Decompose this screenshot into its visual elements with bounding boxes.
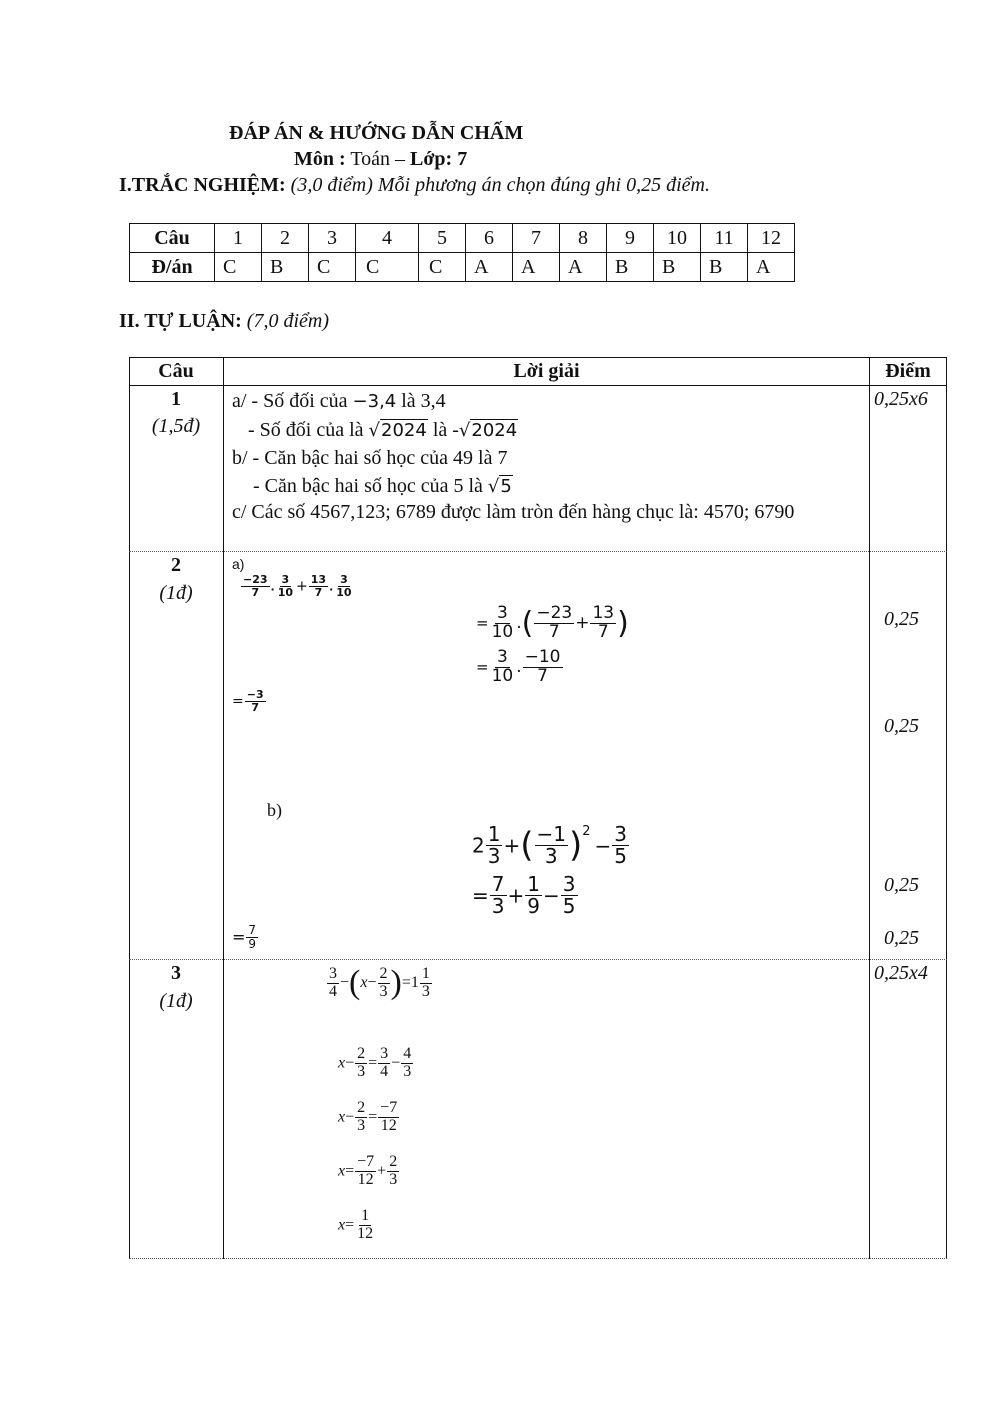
q-cell: 12 [748,224,795,253]
q3-points: (1đ) [159,990,193,1012]
col-header-cau: Câu [158,360,194,382]
q2-score-4: 0,25 [884,927,919,949]
q3-eq2: x− $\frac{2}{3}$ = $\frac{-7}{12}$ [338,1099,398,1134]
table-col-divider [223,357,224,1259]
a-cell: C [309,253,356,282]
q1-line-a1 [232,390,446,413]
q2-score-3: 0,25 [884,874,919,896]
row-divider [129,551,947,552]
q2-label-b: b) [267,800,282,820]
q2-b-step2: = $\frac{7}{9}$ [232,923,257,951]
q2-step1: = $\frac{3}{10}$ .( $\frac{-23}{7}$ + $\frac{13}{7}$ ) [476,603,629,642]
q1-a2-text: - Số đối của là [248,419,369,441]
q1-line-a2: - Số đối của là √2024 là -√2024 [248,419,518,441]
q2-number: 2 [171,554,181,576]
q3-number: 3 [171,962,181,984]
section1-note: (3,0 điểm) Mỗi phương án chọn đúng ghi 0,25 điểm. [290,174,710,196]
q-cell: 4 [356,224,419,253]
q2-points: (1đ) [159,582,193,604]
q1-points: (1,5đ) [151,415,201,437]
section2-note: (7,0 điểm) [246,310,329,332]
q2-b-step1: = $\frac{7}{3}$ + $\frac{1}{9}$ − $\frac{3}{5}$ [472,872,576,918]
a-cell: A [513,253,560,282]
a-cell: B [701,253,748,282]
q2-label-a: a) [232,556,245,572]
q-cell: 11 [701,224,748,253]
q3-eq1: x− $\frac{2}{3}$ = $\frac{3}{4}$ − $\frac{4}{3}$ [338,1045,412,1080]
q3-score: 0,25x4 [874,962,928,984]
q1-a2-sqrt: 2024 [381,420,427,441]
q1-a2-mid: là - [427,419,459,441]
q-cell: 10 [654,224,701,253]
q1-a1-text: a/ - Số đối của [232,390,353,412]
q-cell: 6 [466,224,513,253]
section1-heading: I.TRẮC NGHIỆM: [119,174,286,196]
row-label-q: Câu [130,224,215,253]
table-border-right [946,357,947,1259]
q2-b-expr: 2 $\frac{1}{3}$ +( $\frac{-1}{3}$ )$^2$− $\frac{3}{5}$ [472,822,628,868]
section2-heading: II. TỰ LUẬN: [119,310,242,332]
a-cell: B [607,253,654,282]
q1-b2-sqrt: 5 [500,476,512,497]
q1-score: 0,25x6 [874,388,928,410]
a-cell: A [466,253,513,282]
row-divider [129,959,947,960]
q3-eq4: x= $\frac{1}{12}$ [338,1207,374,1242]
answer-table [129,223,795,282]
col-header-loigiai: Lời giải [513,360,580,382]
q2-score-2: 0,25 [884,715,919,737]
a-cell: C [215,253,262,282]
table-border-left [129,357,130,1259]
section2-heading-line [119,310,329,333]
a-cell: B [654,253,701,282]
subject-value: Toán – [350,148,406,170]
subject-label: Môn : [294,148,346,170]
q1-number: 1 [171,388,181,410]
section1-heading-line [119,174,710,197]
a-cell: C [419,253,466,282]
a-cell: A [748,253,795,282]
q1-line-c: c/ Các số 4567,123; 6789 được làm tròn đến hàng chục là: 4570; 6790 [232,501,795,523]
table-border-bottom [129,1258,947,1259]
q1-a1-math: −3,4 [352,391,397,412]
q2-step2: = $\frac{3}{10}$ . $\frac{-10}{7}$ [476,647,561,686]
row-label-a: Đ/án [130,253,215,282]
q3-eq0: $\frac{3}{4}$ −(x− $\frac{2}{3}$ )=1 $\frac{1}{3}$ [329,964,430,1001]
a-cell: C [356,253,419,282]
q2-step3: = $\frac{-3}{7}$ [232,688,264,714]
q-cell: 1 [215,224,262,253]
a-cell: A [560,253,607,282]
table-col-divider [869,357,870,1259]
a-cell: B [262,253,309,282]
page-title: ĐÁP ÁN & HƯỚNG DẪN CHẤM [229,122,524,144]
q1-line-b1: b/ - Căn bậc hai số học của 49 là 7 [232,447,508,469]
table-border-top [129,357,947,358]
grade-label: Lớp: 7 [410,148,468,170]
q2-score-1: 0,25 [884,608,919,630]
col-header-diem: Điểm [885,360,931,382]
q3-eq3: x= $\frac{-7}{12}$ + $\frac{2}{3}$ [338,1153,398,1188]
answer-table-question-row [130,224,795,253]
q-cell: 8 [560,224,607,253]
q1-b2-text: - Căn bậc hai số học của 5 là [253,475,488,497]
q-cell: 3 [309,224,356,253]
q1-line-b2: - Căn bậc hai số học của 5 là √5 [253,475,512,497]
q1-a2-sqrt2: 2024 [471,420,518,441]
q-cell: 5 [419,224,466,253]
q-cell: 2 [262,224,309,253]
table-header-rule [129,385,947,386]
q-cell: 7 [513,224,560,253]
subject-line [294,148,467,171]
q2-expr-start: $\frac{-23}{7}$ . $\frac{3}{10}$ + $\frac{13}{7}$ . $\frac{3}{10}$ [243,573,352,599]
q1-a1-post: là 3,4 [396,390,446,412]
q-cell: 9 [607,224,654,253]
answer-table-answer-row [130,253,795,282]
